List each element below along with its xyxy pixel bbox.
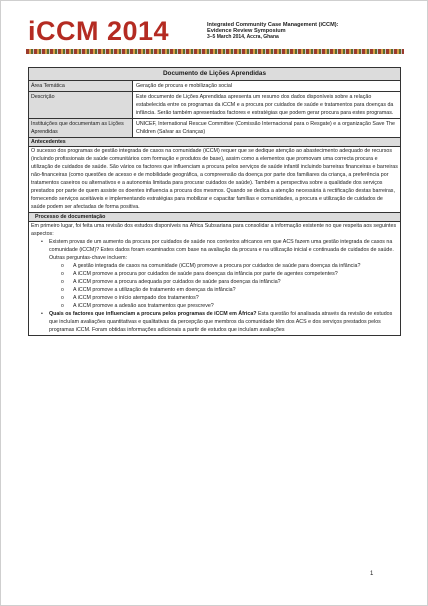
row-label: Área Temática [29,81,133,91]
table-row [28,81,401,92]
section-header-processo [28,213,401,222]
sub-list [49,262,398,310]
decorative-border [26,49,404,54]
section-title: Processo de documentação [35,214,106,220]
row-label: Descrição [29,92,133,118]
section-title: Antecedentes [31,139,66,145]
event-title-line2: Evidence Review Symposium [207,28,286,35]
event-title-line1: Integrated Community Case Management (iCCM): [207,22,339,28]
bullet-text: Esta questão foi analisada através da revisão de estudos que incluíam avaliações quantitativas e qualitativas da percepção que membros da comunidade têm dos ACS e dos serviços prestados pelos programas iCCM. Foram obtidas informações adicionais a partir de estudos que incluíam avaliações [49,311,393,333]
section-body-antecedentes [28,147,401,213]
processo-intro: Em primeiro lugar, foi feita uma revisão dos estudos disponíveis na África Subsariana para consolidar a informação existente no que respeita aos seguintes aspectos: [31,223,397,237]
list-item: o A iCCM promove o início atempado dos tratamentos? [73,294,398,302]
bullet-text: Existem provas de um aumento da procura por cuidados de saúde nos contextos africanos em que ACS fazem uma gestão integrada de casos na comunidade (iCCM)? Estes dados foram examinados com base na avaliação da procura e na utilização inicial e continuada de cuidados de saúde. Outras perguntas-chave incluem: [49,239,394,261]
row-label: Instituições que documentam as Lições Aprendidas [29,119,133,137]
list-item: o A iCCM promove a procura adequada por cuidados de saúde para doenças da infância? [73,278,398,286]
list-item [49,310,398,334]
section-body-processo [28,222,401,336]
processo-body [29,222,400,335]
lessons-learned-table [28,67,401,336]
list-item: o A iCCM promove a utilização de tratamento em doenças da infância? [73,286,398,294]
section-header-antecedentes [28,138,401,147]
table-row [28,119,401,138]
page-number: 1 [370,571,374,577]
event-date-location: 3–5 March 2014, Accra, Ghana [207,34,279,41]
antecedentes-text: O sucesso dos programas de gestão integrada de casos na comunidade (iCCM) requer que se dedique atenção ao abastecimento adequado de recursos (incluindo profissionais de saúde comunitários com formação e produtos de base), assim como a elementos que promovam uma correcta procura e utilização de cuidados de saúde. São vários os factores que influenciam a procura pelos serviços de saúde infantil incluindo barreiras financeiras e barreiras não-financeiras (como questões de acesso e de mobilidade geográfica, a compreensão da doença por parte dos familiares da criança, a preferência por tratamentos caseiros ou alternativos e a autonomia limitada para procurar cuidados de saúde). Também a perspectiva sobre a qualidade dos serviços prestados por parte de quem assiste os doentes influencia a procura dos mesmos. Quando se dedica a atenção necessária à rectificação destas barreiras, fornecendo serviços aceitáveis e implementando estratégias para mobilizar e capacitar famílias e comunidades, a procura e utilização de cuidados de saúde podem ser afectadas de forma positiva. [31,148,398,210]
table-row [28,92,401,119]
list-item [49,238,398,310]
row-value: Geração de procura e mobilização social [136,83,232,89]
iccm-logo: iCCM 2014 [28,16,170,46]
bullet-list [31,238,398,334]
row-value: UNICEF, International Rescue Committee (Comissão Internacional para o Resgate) e a organização Save The Children (Salvar as Crianças) [136,121,395,135]
bullet-question: Quais os factores que influenciam a procura pelos programas de iCCM em África? [49,311,257,317]
list-item: o A gestão integrada de casos na comunidade (iCCM) promove a procura por cuidados de saúde para doenças da infância? [73,262,398,270]
table-title: Documento de Lições Aprendidas [28,67,401,81]
event-info [207,22,407,41]
row-value: Este documento de Lições Aprendidas apresenta um resumo dos dados disponíveis sobre a relação estabelecida entre os programas da iCCM e a procura por cuidados de saúde e tratamentos para doenças da infância. Serão também apresentados factores e estratégias que podem gerar procura para estes programas. [136,94,394,116]
list-item: o A iCCM promove a procura por cuidados de saúde para doenças da infância por parte de agentes competentes? [73,270,398,278]
list-item: o A iCCM promove a adesão aos tratamentos que prescreve? [73,302,398,310]
